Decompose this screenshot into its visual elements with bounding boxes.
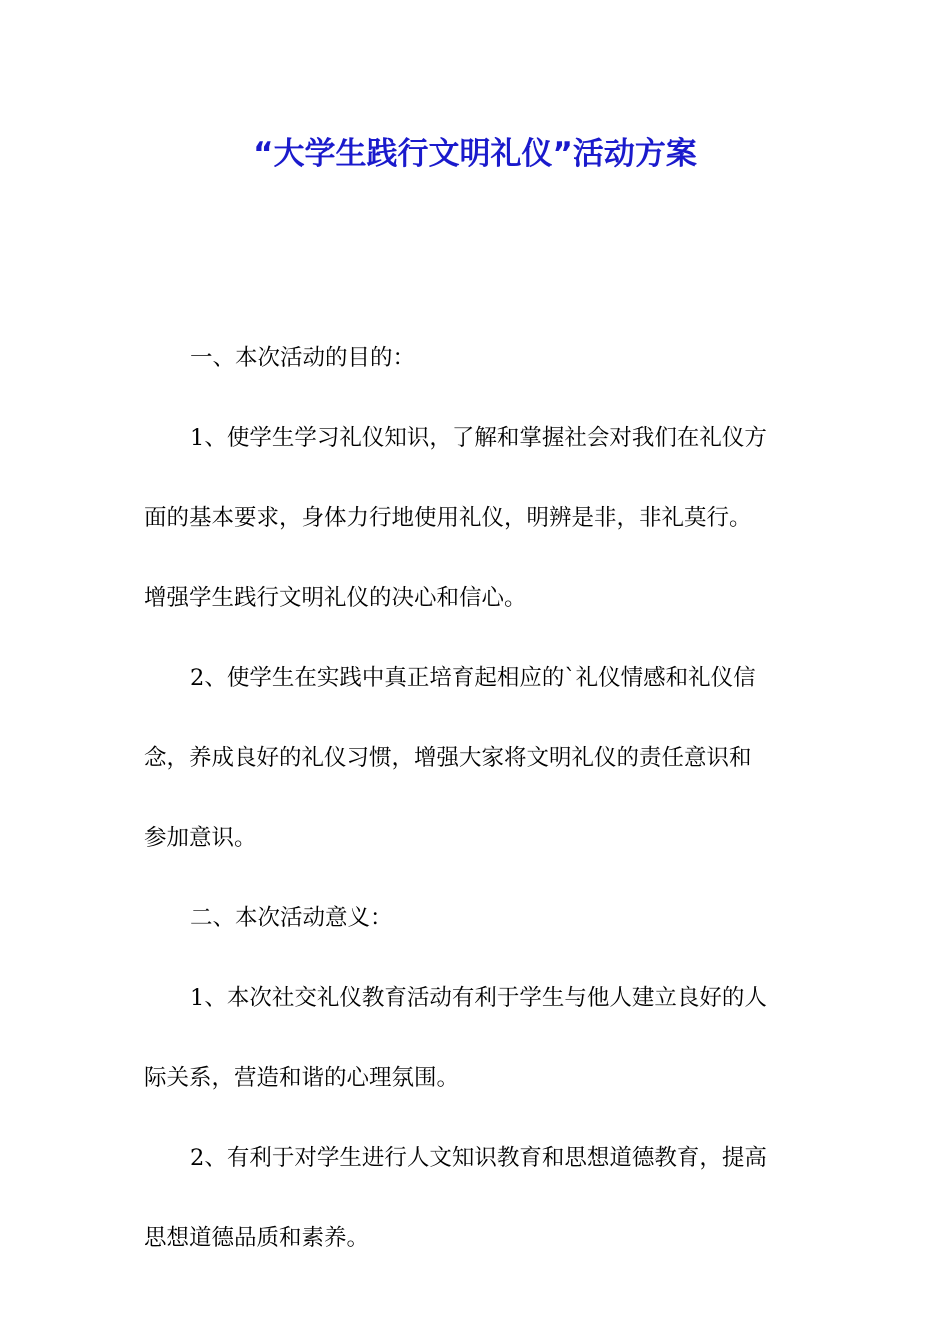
paragraph-purpose-1 bbox=[144, 420, 810, 617]
paragraph-line: 一、本次活动的目的： bbox=[190, 345, 416, 371]
paragraph-line: 2、有利于对学生进行人文知识教育和思想道德教育，提高 bbox=[190, 1145, 767, 1171]
paragraph-meaning-2 bbox=[144, 1140, 810, 1257]
paragraph-line: 念，养成良好的礼仪习惯，增强大家将文明礼仪的责任意识和 bbox=[144, 745, 752, 771]
document-body bbox=[144, 340, 810, 1300]
paragraph-line: 面的基本要求，身体力行地使用礼仪，明辨是非，非礼莫行。 bbox=[144, 505, 752, 531]
paragraph-line: 2、使学生在实践中真正培育起相应的`礼仪情感和礼仪信 bbox=[190, 665, 756, 691]
paragraph-line: 二、本次活动意义： bbox=[190, 905, 393, 931]
paragraph-section-two-heading bbox=[144, 900, 810, 937]
paragraph-meaning-1 bbox=[144, 980, 810, 1097]
paragraph-line: 际关系，营造和谐的心理氛围。 bbox=[144, 1065, 460, 1091]
paragraph-line: 1、使学生学习礼仪知识，了解和掌握社会对我们在礼仪方 bbox=[190, 425, 767, 451]
paragraph-line: 参加意识。 bbox=[144, 825, 257, 851]
paragraph-section-one-heading bbox=[144, 340, 810, 377]
paragraph-line: 思想道德品质和素养。 bbox=[144, 1225, 370, 1251]
paragraph-line: 1、本次社交礼仪教育活动有利于学生与他人建立良好的人 bbox=[190, 985, 767, 1011]
document-title: “大学生践行文明礼仪”活动方案 bbox=[253, 136, 697, 172]
paragraph-line: 增强学生践行文明礼仪的决心和信心。 bbox=[144, 585, 527, 611]
paragraph-purpose-2 bbox=[144, 660, 810, 857]
